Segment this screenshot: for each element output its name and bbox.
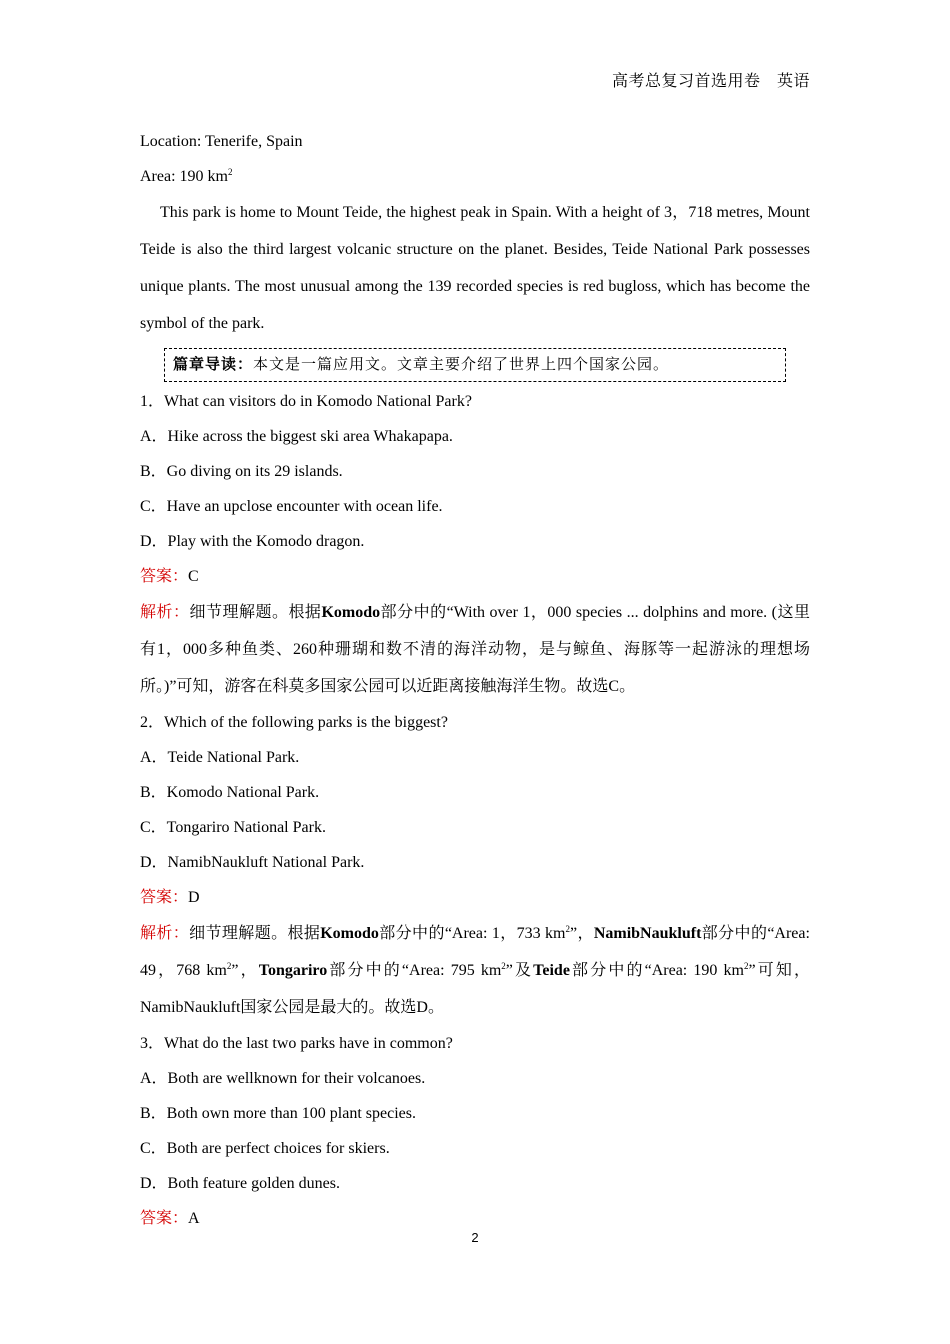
answer-value: D	[188, 889, 200, 906]
analysis-text: ”可知，NamibNaukluft国家公园是最大的。故选D。	[140, 962, 810, 1016]
q1-option-d: D．Play with the Komodo dragon.	[140, 533, 365, 550]
analysis-text: ”及	[505, 962, 534, 979]
guide-text: 本文是一篇应用文。文章主要介绍了世界上四个国家公园。	[253, 357, 670, 373]
analysis-bold: Teide	[533, 962, 570, 979]
analysis-text: 部分中的“With over 1，000 species ... dolphins and more. (这里有1，000多种鱼类、260种珊瑚和数不清的海洋动物，是与鲸鱼、海豚等一起游泳的理想场所。)”可知，游客在科莫多国家公园可以近距离接触海洋生物。故选C。	[140, 604, 810, 695]
guide-label: 篇章导读：	[173, 357, 254, 373]
analysis-text: 细节理解题。根据	[189, 604, 322, 621]
q1-option-b: B．Go diving on its 29 islands.	[140, 463, 343, 480]
analysis-text: 部分中的“Area: 795 km	[327, 962, 502, 979]
analysis-superscript: 2	[565, 924, 570, 934]
analysis-text: 部分中的“Area: 49，768 km	[140, 925, 810, 979]
analysis-superscript: 2	[743, 961, 749, 971]
reading-guide-box	[164, 348, 786, 382]
analysis-text: 部分中的“Area: 190 km	[569, 962, 744, 979]
analysis-bold: Komodo	[320, 925, 379, 942]
analysis-text: ”，	[569, 925, 594, 942]
analysis-text: ”，	[231, 962, 259, 979]
question-3: 3．What do the last two parks have in common?	[140, 1035, 453, 1052]
q3-option-d: D．Both feature golden dunes.	[140, 1175, 340, 1192]
analysis-bold: Tongariro	[258, 962, 328, 979]
area-text: Area: 190 km	[140, 168, 228, 185]
q2-answer	[140, 880, 810, 915]
question-2: 2．Which of the following parks is the biggest?	[140, 714, 448, 731]
q2-option-c: C．Tongariro National Park.	[140, 819, 326, 836]
area-superscript: 2	[227, 167, 233, 177]
location-line: Location: Tenerife, Spain	[140, 133, 303, 150]
q2-option-d: D．NamibNaukluft National Park.	[140, 854, 365, 871]
q3-option-c: C．Both are perfect choices for skiers.	[140, 1140, 390, 1157]
q3-option-b: B．Both own more than 100 plant species.	[140, 1105, 416, 1122]
q2-analysis	[140, 915, 810, 1026]
analysis-superscript: 2	[501, 961, 506, 971]
page-number: 2	[471, 1230, 479, 1245]
analysis-bold: Komodo	[321, 604, 381, 621]
page-header: 高考总复习首选用卷 英语	[611, 73, 810, 90]
document-body	[140, 124, 810, 1236]
answer-value: C	[188, 568, 199, 585]
q1-option-c: C．Have an upclose encounter with ocean life.	[140, 498, 443, 515]
analysis-superscript: 2	[226, 961, 232, 971]
analysis-bold: NamibNaukluft	[593, 925, 702, 942]
answer-value: A	[188, 1210, 200, 1227]
answer-label: 答案：	[140, 568, 189, 585]
analysis-text: 部分中的“Area: 1，733 km	[378, 925, 566, 942]
q3-option-a: A．Both are wellknown for their volcanoes.	[140, 1070, 426, 1087]
q2-option-b: B．Komodo National Park.	[140, 784, 320, 801]
q1-answer	[140, 559, 810, 594]
q1-analysis	[140, 594, 810, 705]
analysis-text: 细节理解题。根据	[189, 925, 321, 942]
passage-paragraph: This park is home to Mount Teide, the highest peak in Spain. With a height of 3，718 metres, Mount Teide is also the third largest volcanic structure on the planet. Besides, Teide National Park possesses unique plants. The most unusual among the 139 recorded species is red bugloss, which has become the symbol of the park.	[140, 204, 810, 332]
answer-label: 答案：	[140, 1210, 189, 1227]
q2-option-a: A．Teide National Park.	[140, 749, 300, 766]
q1-option-a: A．Hike across the biggest ski area Whakapapa.	[140, 428, 453, 445]
analysis-label: 解析：	[140, 925, 190, 942]
question-1: 1．What can visitors do in Komodo National Park?	[140, 393, 472, 410]
answer-label: 答案：	[140, 889, 189, 906]
area-line	[140, 159, 810, 194]
analysis-label: 解析：	[140, 604, 190, 621]
